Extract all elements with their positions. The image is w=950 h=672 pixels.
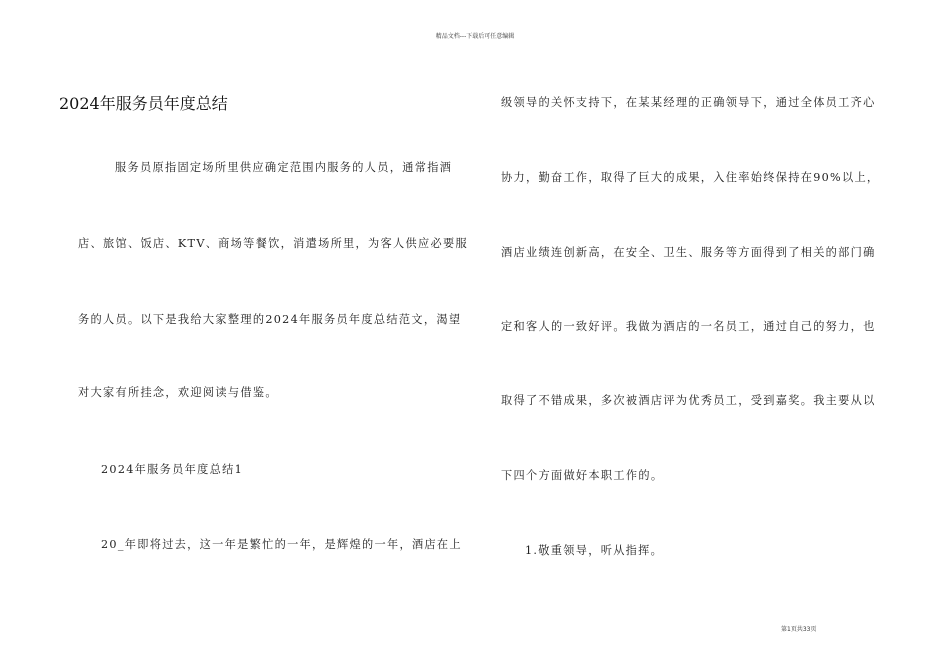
right-paragraph-line: 酒店业绩连创新高，在安全、卫生、服务等方面得到了相关的部门确 (501, 246, 876, 259)
right-paragraph-line: 下四个方面做好本职工作的。 (501, 469, 664, 482)
numbered-item: 1.敬重领导，听从指挥。 (525, 544, 664, 557)
left-paragraph-line: 店、旅馆、饭店、KTV、商场等餐饮，消遣场所里，为客人供应必要服 (78, 237, 468, 250)
right-paragraph-line: 协力，勤奋工作，取得了巨大的成果，入住率始终保持在90%以上， (501, 171, 880, 184)
right-paragraph-line: 取得了不错成果，多次被酒店评为优秀员工，受到嘉奖。我主要从以 (501, 394, 876, 407)
page-number: 第1页共33页 (781, 626, 817, 633)
left-paragraph-line: 务的人员。以下是我给大家整理的2024年服务员年度总结范文，渴望 (78, 313, 462, 326)
document-title: 2024年服务员年度总结 (59, 94, 228, 113)
page-header-note: 精品文档---下载后可任意编辑 (435, 33, 515, 40)
left-paragraph-line: 服务员原指固定场所里供应确定范围内服务的人员，通常指酒 (115, 161, 453, 174)
left-paragraph-line: 20_年即将过去，这一年是繁忙的一年，是辉煌的一年，酒店在上 (101, 538, 462, 551)
left-paragraph-line: 对大家有所挂念，欢迎阅读与借鉴。 (78, 386, 278, 399)
section-heading: 2024年服务员年度总结1 (101, 463, 243, 476)
right-paragraph-line: 级领导的关怀支持下，在某某经理的正确领导下，通过全体员工齐心 (501, 96, 876, 109)
right-paragraph-line: 定和客人的一致好评。我做为酒店的一名员工，通过自己的努力，也 (501, 320, 876, 333)
